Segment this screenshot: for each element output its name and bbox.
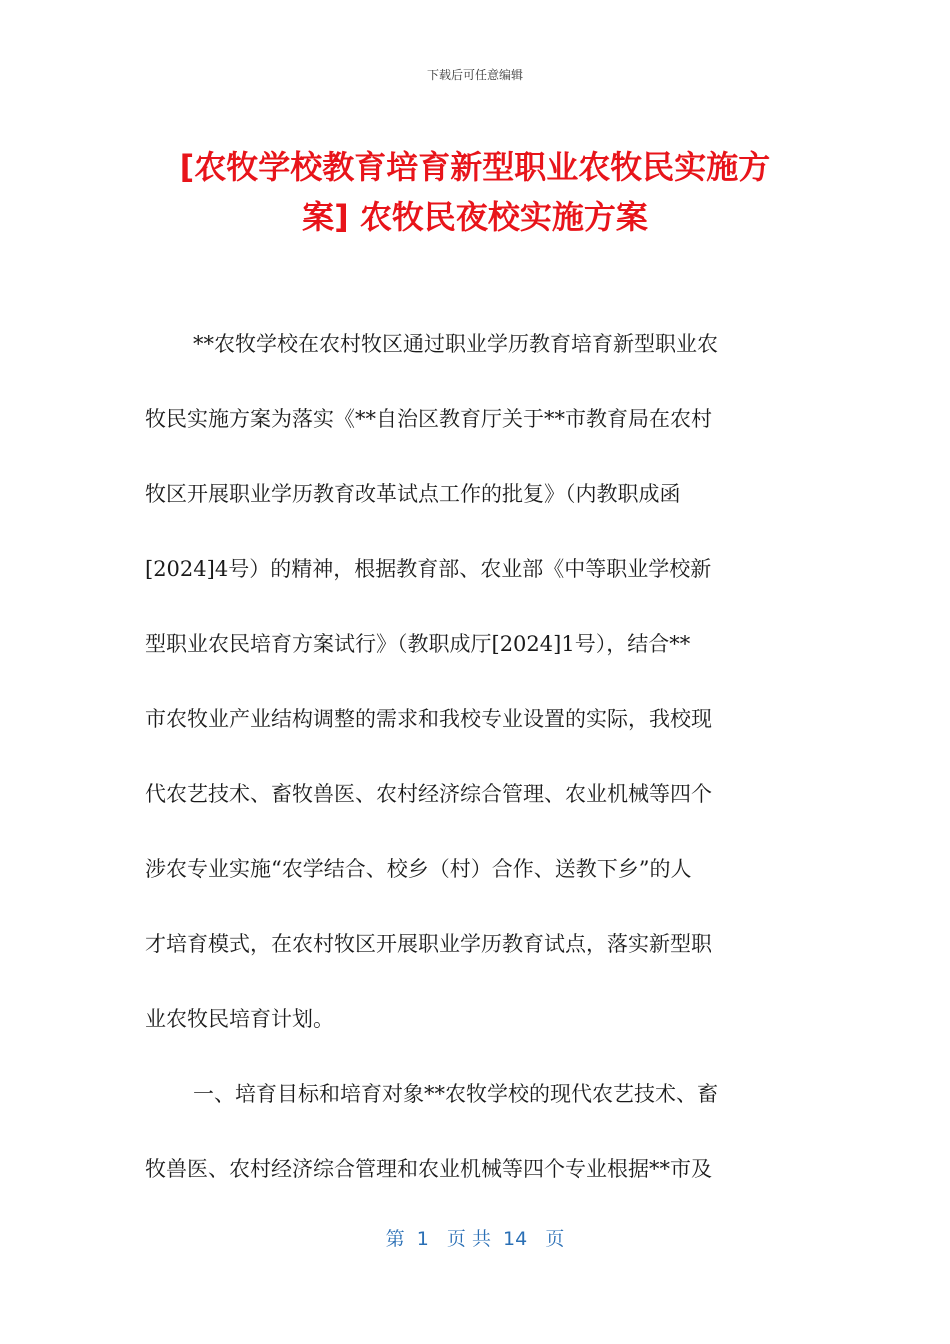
- body-line: 涉农专业实施“农学结合、校乡（村）合作、送教下乡”的人: [145, 857, 692, 881]
- body-line: 牧兽医、农村经济综合管理和农业机械等四个专业根据**市及: [145, 1157, 712, 1181]
- body-line: **农牧学校在农村牧区通过职业学历教育培育新型职业农: [193, 332, 718, 356]
- page-number-footer: 第 1 页 共 14 页: [385, 1228, 565, 1250]
- document-title: [150, 142, 800, 242]
- title-line-2: 案] 农牧民夜校实施方案: [302, 198, 648, 236]
- title-line-1: [农牧学校教育培育新型职业农牧民实施方: [179, 148, 771, 186]
- body-line: 业农牧民培育计划。: [145, 1007, 334, 1031]
- body-line: 型职业农民培育方案试行》（教职成厅[2024]1号），结合**: [145, 632, 691, 656]
- body-line: [2024]4号）的精神，根据教育部、农业部《中等职业学校新: [145, 557, 712, 581]
- body-line: 代农艺技术、畜牧兽医、农村经济综合管理、农业机械等四个: [145, 782, 712, 806]
- body-line: 市农牧业产业结构调整的需求和我校专业设置的实际，我校现: [145, 707, 712, 731]
- body-line: 牧区开展职业学历教育改革试点工作的批复》（内教职成函: [145, 482, 681, 506]
- body-line: 牧民实施方案为落实《**自治区教育厅关于**市教育局在农村: [145, 407, 712, 431]
- body-line: 一、培育目标和培育对象**农牧学校的现代农艺技术、畜: [193, 1082, 718, 1106]
- document-body: [145, 323, 795, 1223]
- body-line: 才培育模式，在农村牧区开展职业学历教育试点，落实新型职: [145, 932, 712, 956]
- header-note: 下载后可任意编辑: [426, 68, 523, 82]
